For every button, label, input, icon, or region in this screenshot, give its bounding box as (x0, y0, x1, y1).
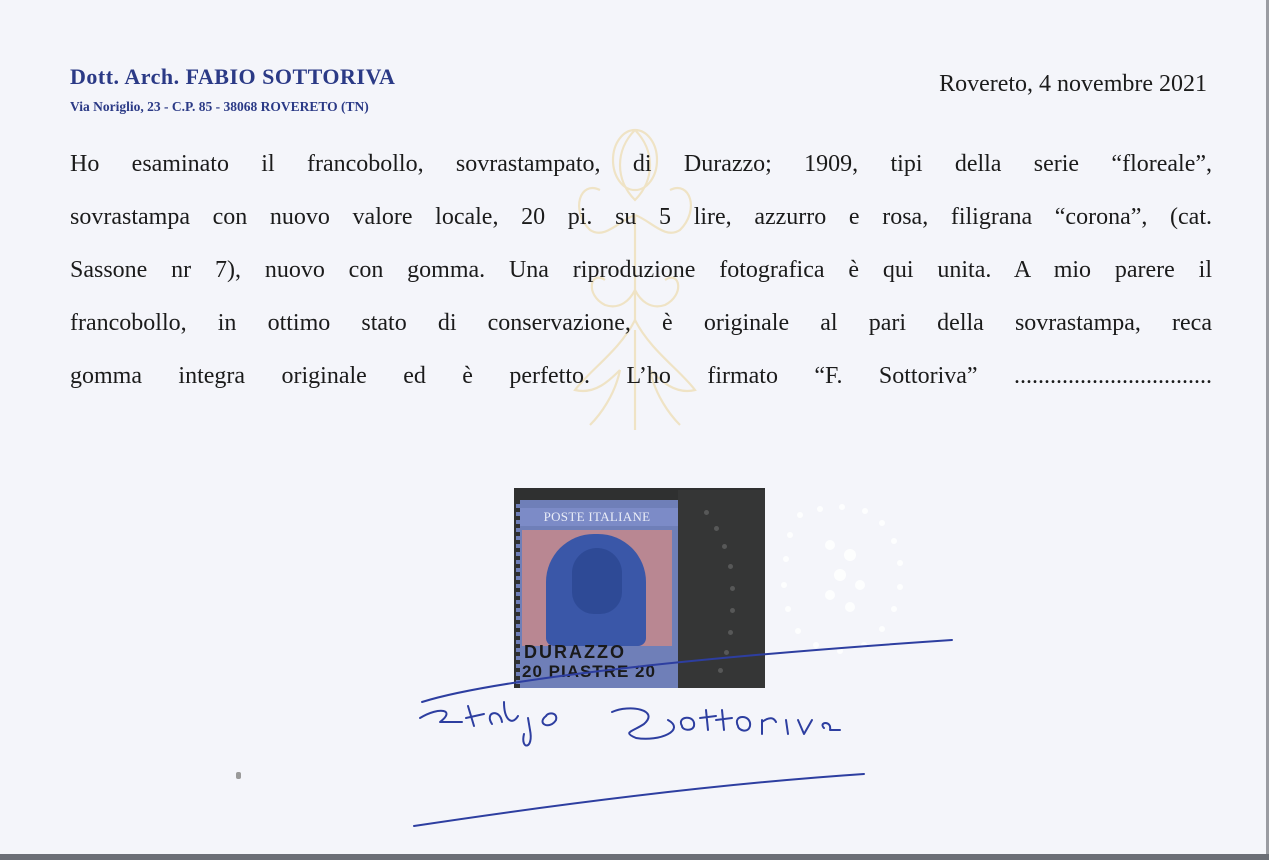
place-date: Rovereto, 4 novembre 2021 (939, 71, 1207, 97)
stamp-top-text: POSTE ITALIANE (516, 508, 678, 526)
stamp-face (572, 548, 622, 614)
certificate-body (70, 138, 1212, 403)
stamp-overprint-value: 20 PIASTRE 20 (522, 662, 656, 681)
certificate-line: Ho esaminato il francobollo, sovrastampato, di Durazzo; 1909, tipi della serie “floreale”, (70, 151, 1212, 177)
sender-name: Dott. Arch. FABIO SOTTORIVA (70, 64, 396, 89)
stamp-overprint-city: DURAZZO (524, 642, 626, 662)
page-edge-bottom (0, 854, 1269, 860)
paper-speck (236, 772, 241, 779)
certificate-line: sovrastampa con nuovo valore locale, 20 pi. su 5 lire, azzurro e rosa, filigrana “corona”, (cat. (70, 204, 1212, 230)
certificate-line: gomma integra originale ed è perfetto. L’ho firmato “F. Sottoriva” ................................. (70, 363, 1212, 389)
certificate-line: Sassone nr 7), nuovo con gomma. Una riproduzione fotografica è qui unita. A mio parere il (70, 257, 1212, 283)
certificate-line: francobollo, in ottimo stato di conservazione, è originale al pari della sovrastampa, reca (70, 310, 1212, 336)
sender-address: Via Noriglio, 23 - C.P. 85 - 38068 ROVERETO (TN) (70, 99, 369, 114)
handwritten-signature (400, 630, 970, 830)
